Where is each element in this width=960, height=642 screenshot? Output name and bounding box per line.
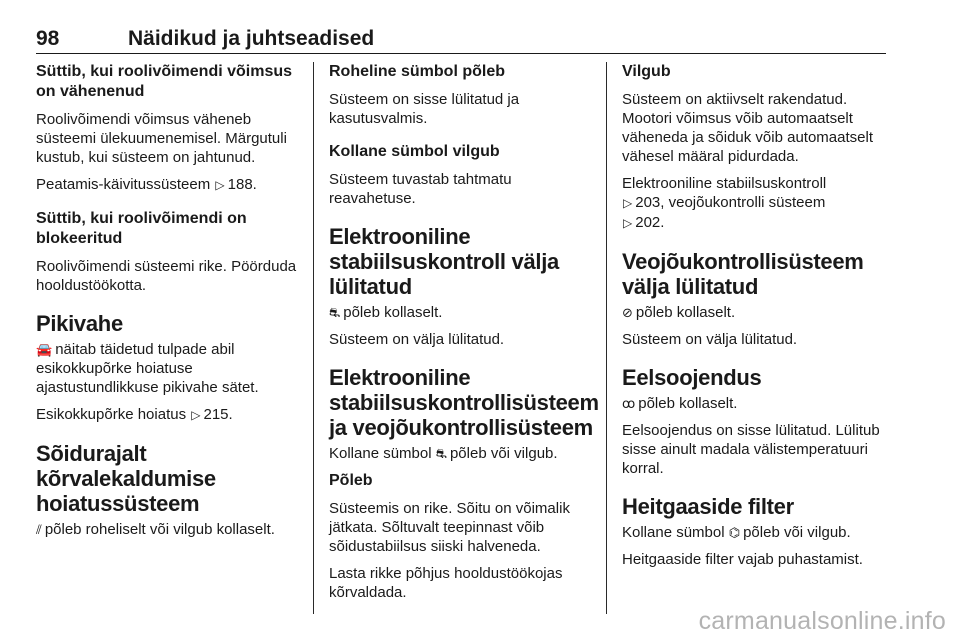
page-reference[interactable]: 215. bbox=[203, 406, 233, 423]
section-title: Pikivahe bbox=[36, 311, 123, 336]
column-divider bbox=[313, 62, 314, 614]
traction-control-off-icon: ⊘ bbox=[622, 305, 633, 320]
watermark: carmanualsonline.info bbox=[698, 607, 946, 635]
glow-plug-icon: ꝏ bbox=[622, 396, 636, 411]
paragraph-text: põleb kollaselt. bbox=[635, 304, 736, 321]
section-title: Eelsoojendus bbox=[622, 365, 762, 390]
paragraph: Eelsoojendus on sisse lülitatud. Lülitub sisse ainult madala välistemperatuuri korral. bbox=[622, 422, 880, 477]
reference-arrow-icon: ▷ bbox=[215, 178, 225, 192]
section-heading: Süttib, kui roolivõimendi on blokeeritud bbox=[36, 210, 247, 247]
esc-off-icon: ⛐ bbox=[329, 305, 341, 320]
paragraph-text: põleb kollaselt. bbox=[343, 304, 443, 321]
paragraph bbox=[329, 444, 599, 463]
paragraph bbox=[622, 523, 892, 542]
column-divider bbox=[606, 62, 607, 614]
page-header bbox=[36, 27, 886, 54]
paragraph bbox=[622, 394, 892, 413]
section-heading: Vilgub bbox=[622, 63, 671, 80]
paragraph: Lasta rikke põhjus hooldustöökojas kõrvaldada. bbox=[329, 565, 563, 601]
paragraph bbox=[622, 174, 892, 233]
paragraph-text: põleb või vilgub. bbox=[743, 524, 851, 541]
column-3 bbox=[622, 62, 892, 577]
paragraph: Roolivõimendi süsteemi rike. Pöörduda hooldustöökotta. bbox=[36, 258, 297, 294]
page-reference[interactable]: 203, veojõukontrolli süsteem bbox=[635, 194, 826, 211]
paragraph: Süsteem tuvastab tahtmatu reavahetuse. bbox=[329, 171, 512, 207]
reference-arrow-icon: ▷ bbox=[623, 216, 633, 230]
column-1 bbox=[36, 62, 306, 547]
page-reference[interactable]: 188. bbox=[227, 176, 257, 193]
paragraph bbox=[622, 303, 892, 322]
page-number: 98 bbox=[36, 27, 60, 50]
paragraph: Heitgaaside filter vajab puhastamist. bbox=[622, 551, 863, 568]
paragraph-text: põleb või vilgub. bbox=[449, 445, 558, 462]
paragraph: Süsteem on välja lülitatud. bbox=[329, 331, 505, 348]
section-heading: Kollane sümbol vilgub bbox=[329, 143, 500, 160]
paragraph bbox=[329, 303, 599, 322]
section-title: Sõidurajalt kõrvalekaldumise hoiatussüsteem bbox=[36, 441, 216, 516]
exhaust-filter-icon: ⌬ bbox=[728, 525, 741, 540]
paragraph-text: põleb kollaselt. bbox=[638, 395, 738, 412]
esc-icon: ⛐ bbox=[435, 446, 447, 461]
page-reference[interactable]: 202. bbox=[635, 214, 665, 231]
section-heading: Roheline sümbol põleb bbox=[329, 63, 506, 80]
paragraph bbox=[36, 405, 306, 425]
section-title: Elektrooniline stabiilsuskontroll välja lülitatud bbox=[329, 224, 559, 299]
section-heading: Põleb bbox=[329, 472, 373, 489]
section-title: Veojõukontrollisüsteem välja lülitatud bbox=[622, 249, 864, 299]
paragraph bbox=[36, 175, 306, 195]
section-title: Heitgaaside filter bbox=[622, 494, 794, 519]
paragraph bbox=[36, 340, 306, 397]
paragraph-text: näitab täidetud tulpade abil esikokkupõrke hoiatuse ajastustundlikkuse pikivahe sätet. bbox=[36, 341, 259, 396]
paragraph-text: Esikokkupõrke hoiatus bbox=[36, 406, 187, 423]
section-title: Elektrooniline stabiilsuskontrollisüsteem ja veojõukontrollisüsteem bbox=[329, 365, 599, 440]
paragraph-text: Kollane sümbol bbox=[329, 445, 432, 462]
reference-arrow-icon: ▷ bbox=[623, 196, 633, 210]
lane-departure-icon: ⫽ bbox=[36, 522, 42, 537]
chapter-title: Näidikud ja juhtseadised bbox=[128, 27, 375, 50]
following-distance-icon: 🚘 bbox=[36, 342, 53, 357]
paragraph: Süsteemis on rike. Sõitu on võimalik jätkata. Sõltuvalt teepinnast võib sõidustabiilsus siiski halveneda. bbox=[329, 500, 570, 555]
paragraph: Süsteem on aktiivselt rakendatud. Mootori võimsus võib automaatselt väheneda ja sõiduk võib automaatselt vähesel määral pidurdada. bbox=[622, 91, 874, 165]
paragraph-text: põleb roheliselt või vilgub kollaselt. bbox=[44, 521, 275, 538]
paragraph: Süsteem on välja lülitatud. bbox=[622, 331, 798, 348]
section-heading: Süttib, kui roolivõimendi võimsus on vähenenud bbox=[36, 63, 293, 100]
paragraph-text: Elektrooniline stabiilsuskontroll bbox=[622, 175, 827, 192]
paragraph: Süsteem on sisse lülitatud ja kasutusvalmis. bbox=[329, 91, 520, 127]
paragraph bbox=[36, 520, 306, 539]
column-2 bbox=[329, 62, 599, 610]
paragraph: Roolivõimendi võimsus väheneb süsteemi ülekuumenemisel. Märgutuli kustub, kui süsteem on jahtunud. bbox=[36, 111, 287, 166]
paragraph-text: Kollane sümbol bbox=[622, 524, 725, 541]
paragraph-text: Peatamis-käivitussüsteem bbox=[36, 176, 211, 193]
reference-arrow-icon: ▷ bbox=[191, 408, 201, 422]
